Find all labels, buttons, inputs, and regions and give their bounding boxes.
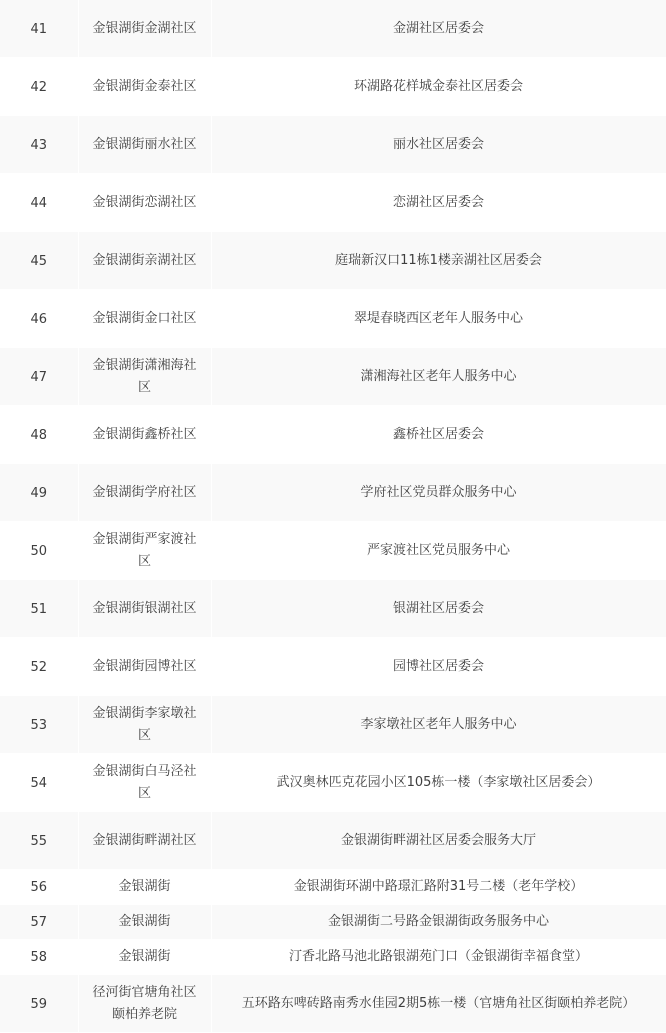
row-number-cell: 53 (0, 696, 78, 754)
community-cell: 金银湖街学府社区 (78, 464, 211, 522)
row-number-cell: 55 (0, 812, 78, 870)
row-number-cell: 58 (0, 940, 78, 975)
row-number-cell: 52 (0, 638, 78, 696)
community-cell: 金银湖街银湖社区 (78, 580, 211, 638)
community-cell: 金银湖街白马泾社区 (78, 754, 211, 812)
address-cell: 金银湖街畔湖社区居委会服务大厅 (211, 812, 666, 870)
address-cell: 潇湘海社区老年人服务中心 (211, 348, 666, 406)
community-cell: 金银湖街 (78, 940, 211, 975)
row-number-cell: 43 (0, 116, 78, 174)
table-row (0, 975, 666, 1033)
community-cell: 金银湖街 (78, 905, 211, 940)
table-row (0, 580, 666, 638)
table-row (0, 812, 666, 870)
table-row (0, 58, 666, 116)
address-cell: 园博社区居委会 (211, 638, 666, 696)
row-number-cell: 49 (0, 464, 78, 522)
community-cell: 金银湖街亲湖社区 (78, 232, 211, 290)
community-cell: 金银湖街金口社区 (78, 290, 211, 348)
address-cell: 庭瑞新汉口11栋1楼亲湖社区居委会 (211, 232, 666, 290)
table-row (0, 0, 666, 58)
address-cell: 汀香北路马池北路银湖苑门口（金银湖街幸福食堂） (211, 940, 666, 975)
row-number-cell: 59 (0, 975, 78, 1033)
address-cell: 金湖社区居委会 (211, 0, 666, 58)
address-cell: 金银湖街二号路金银湖街政务服务中心 (211, 905, 666, 940)
community-cell: 金银湖街畔湖社区 (78, 812, 211, 870)
row-number-cell: 46 (0, 290, 78, 348)
row-number-cell: 56 (0, 870, 78, 905)
address-cell: 环湖路花样城金泰社区居委会 (211, 58, 666, 116)
community-cell: 金银湖街 (78, 870, 211, 905)
row-number-cell: 44 (0, 174, 78, 232)
table-row (0, 290, 666, 348)
community-cell: 金银湖街李家墩社区 (78, 696, 211, 754)
table-row (0, 638, 666, 696)
row-number-cell: 57 (0, 905, 78, 940)
address-cell: 武汉奥林匹克花园小区105栋一楼（李家墩社区居委会） (211, 754, 666, 812)
community-cell: 金银湖街恋湖社区 (78, 174, 211, 232)
table-row (0, 870, 666, 905)
row-number-cell: 47 (0, 348, 78, 406)
address-cell: 严家渡社区党员服务中心 (211, 522, 666, 580)
table-row (0, 232, 666, 290)
address-cell: 银湖社区居委会 (211, 580, 666, 638)
table-row (0, 174, 666, 232)
address-cell: 翠堤春晓西区老年人服务中心 (211, 290, 666, 348)
address-cell: 五环路东啤砖路南秀水佳园2期5栋一楼（官塘角社区街颐柏养老院） (211, 975, 666, 1033)
row-number-cell: 48 (0, 406, 78, 464)
row-number-cell: 50 (0, 522, 78, 580)
community-cell: 金银湖街园博社区 (78, 638, 211, 696)
table-row (0, 464, 666, 522)
row-number-cell: 41 (0, 0, 78, 58)
community-cell: 金银湖街严家渡社区 (78, 522, 211, 580)
address-cell: 李家墩社区老年人服务中心 (211, 696, 666, 754)
table-row (0, 116, 666, 174)
community-cell: 金银湖街金泰社区 (78, 58, 211, 116)
table-row (0, 905, 666, 940)
address-cell: 鑫桥社区居委会 (211, 406, 666, 464)
table-row (0, 522, 666, 580)
community-cell: 金银湖街丽水社区 (78, 116, 211, 174)
row-number-cell: 45 (0, 232, 78, 290)
community-cell: 金银湖街鑫桥社区 (78, 406, 211, 464)
table-row (0, 406, 666, 464)
table-row (0, 348, 666, 406)
table-row (0, 754, 666, 812)
address-cell: 学府社区党员群众服务中心 (211, 464, 666, 522)
row-number-cell: 54 (0, 754, 78, 812)
row-number-cell: 42 (0, 58, 78, 116)
address-cell: 丽水社区居委会 (211, 116, 666, 174)
address-cell: 金银湖街环湖中路璟汇路附31号二楼（老年学校） (211, 870, 666, 905)
row-number-cell: 51 (0, 580, 78, 638)
community-cell: 金银湖街金湖社区 (78, 0, 211, 58)
table-row (0, 940, 666, 975)
community-cell: 金银湖街潇湘海社区 (78, 348, 211, 406)
address-cell: 恋湖社区居委会 (211, 174, 666, 232)
community-cell: 径河街官塘角社区颐柏养老院 (78, 975, 211, 1033)
table-row (0, 696, 666, 754)
